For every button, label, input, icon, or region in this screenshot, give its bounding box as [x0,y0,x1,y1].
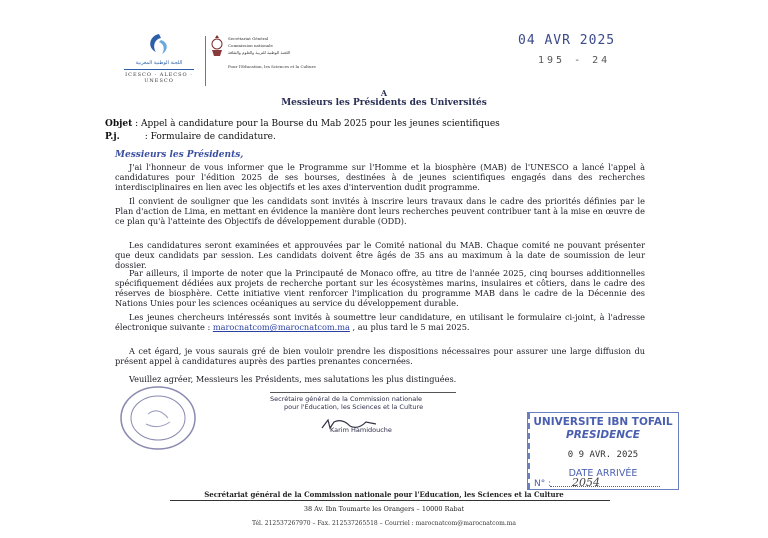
kingdom-crest-block [208,34,328,84]
sent-date-stamp: 04 AVR 2025 [518,33,616,48]
closing-text: Veuillez agréer, Messieurs les Présidents, mes salutations les plus distinguées. [129,374,457,384]
stamp-arrival-label: DATE ARRIVÉE [568,468,638,479]
crest-line-1: Secrétariat Général [228,36,269,41]
stamp-number-label: N° : [534,479,552,489]
stamp-date: 0 9 AVR. 2025 [567,450,639,460]
header-divider [205,36,206,86]
footer-organisation: Secrétariat général de la Commission nationale pour l'Education, les Sciences et la Culture [204,490,564,499]
object-text: : Appel à candidature pour la Bourse du Mab 2025 pour les jeunes scientifiques [135,119,500,129]
paragraph-3-text: Les candidatures seront examinées et approuvées par le Comité national du MAB. Chaque comité ne pouvant présenter que deux candidats par session. Les candidats doivent être âgés de 35 ans au maximum à la date de soumission de leur dossier. [115,240,645,270]
footer-address: 38 Av. Ibn Toumarte les Orangers – 10000 Rabat [303,505,465,513]
signatory-name: Karim Hamidouche [330,426,392,434]
reception-stamp [527,412,679,490]
attachment-text: : Formulaire de candidature. [144,132,276,142]
signatory-title-2: pour l'Education, les Sciences et la Culture [284,403,424,411]
paragraph-1-text: J'ai l'honneur de vous informer que le Programme sur l'Homme et la biosphère (MAB) de l'UNESCO a lancé l'appel à candidatures pour l'édition 2025 de ses bourses, destinées à de jeunes scientifiques engagés dans des recherches interdisciplinaires en lien avec les objectifs et les axes d'intervention dudit programme. [115,162,645,192]
logo-script-text: اللجنة الوطنية المغربية [135,60,183,66]
attachment-line [105,132,276,142]
paragraph-5 [115,312,645,332]
object-label: Objet [105,119,133,129]
royal-crest-icon [208,34,226,58]
logo-abbr: ICESCO · ALECSO · UNESCO [125,72,193,84]
signatory-title-1: Secrétaire général de la Commission nationale [270,395,423,403]
crest-line-3: اللجنة الوطنية للتربية والعلوم والثقافة [228,50,291,55]
stamp-office: PRESIDENCE [566,429,640,441]
paragraph-6-text: A cet égard, je vous saurais gré de bien vouloir prendre les dispositions nécessaires pour assurer une large diffusion du présent appel à candidatures auprès des parties prenantes concernées. [115,346,645,366]
crest-line-4: Pour l'Education, les Sciences et la Culture [228,64,316,69]
stamp-university: UNIVERSITE IBN TOFAIL [533,416,673,428]
paragraph-4 [115,268,645,308]
salutation: Messieurs les Présidents, [115,150,244,160]
logo-divider [124,69,194,70]
official-seal-icon [118,384,198,452]
addressee-recipients: Messieurs les Présidents des Universités [281,98,487,108]
paragraph-1 [115,162,645,192]
signature-block [270,392,530,434]
closing-formula [115,374,645,384]
commission-logo [118,32,200,82]
paragraph-3 [115,240,645,270]
signature-rule [270,392,456,393]
email-link[interactable]: marocnatcom@marocnatcom.ma [212,322,350,332]
stamp-dotted-line [550,486,660,487]
logo-swirl-icon [144,32,174,58]
stamp-handwritten-number: 2054 [572,476,600,489]
reference-number-stamp: 195 - 24 [538,55,611,66]
paragraph-5-deadline: , au plus tard le 5 mai 2025. [349,322,470,332]
paragraph-2 [115,196,645,226]
crest-line-2: Commission nationale [228,43,273,48]
addressee-prefix: A [380,88,388,98]
paragraph-4-text: Par ailleurs, il importe de noter que la Principauté de Monaco offre, au titre de l'année 2025, cinq bourses additionnelles spécifiquement dédiées aux projets de recherche portant sur les écosystèmes marins, insulaires et côtiers, dans le cadre des réserves de biosphère. Cette initiative vient renforcer l'implication du programme MAB dans le cadre de la Décennie des Nations Unies pour les sciences océaniques au service du développement durable. [115,268,645,308]
footer-contact: Tél. 212537267970 – Fax. 212537265518 – Courriel : marocnatcom@marocnatcom.ma [251,520,517,527]
object-line [105,119,500,129]
paragraph-2-text: Il convient de souligner que les candidats sont invités à inscrire leurs travaux dans le cadre des priorités définies par le Plan d'action de Lima, en mettant en évidence la manière dont leurs recherches peuvent contribuer tant à la mise en œuvre de ce plan qu'à l'atteinte des Objectifs de développement durable (ODD). [115,196,645,226]
paragraph-5-text: Les jeunes chercheurs intéressés sont invités à soumettre leur candidature, en utilisant le formulaire ci-joint, à l'adresse électronique suivante : [115,312,645,332]
attachment-label: P.j. [105,132,120,142]
paragraph-6 [115,346,645,366]
footer-rule [170,500,610,501]
